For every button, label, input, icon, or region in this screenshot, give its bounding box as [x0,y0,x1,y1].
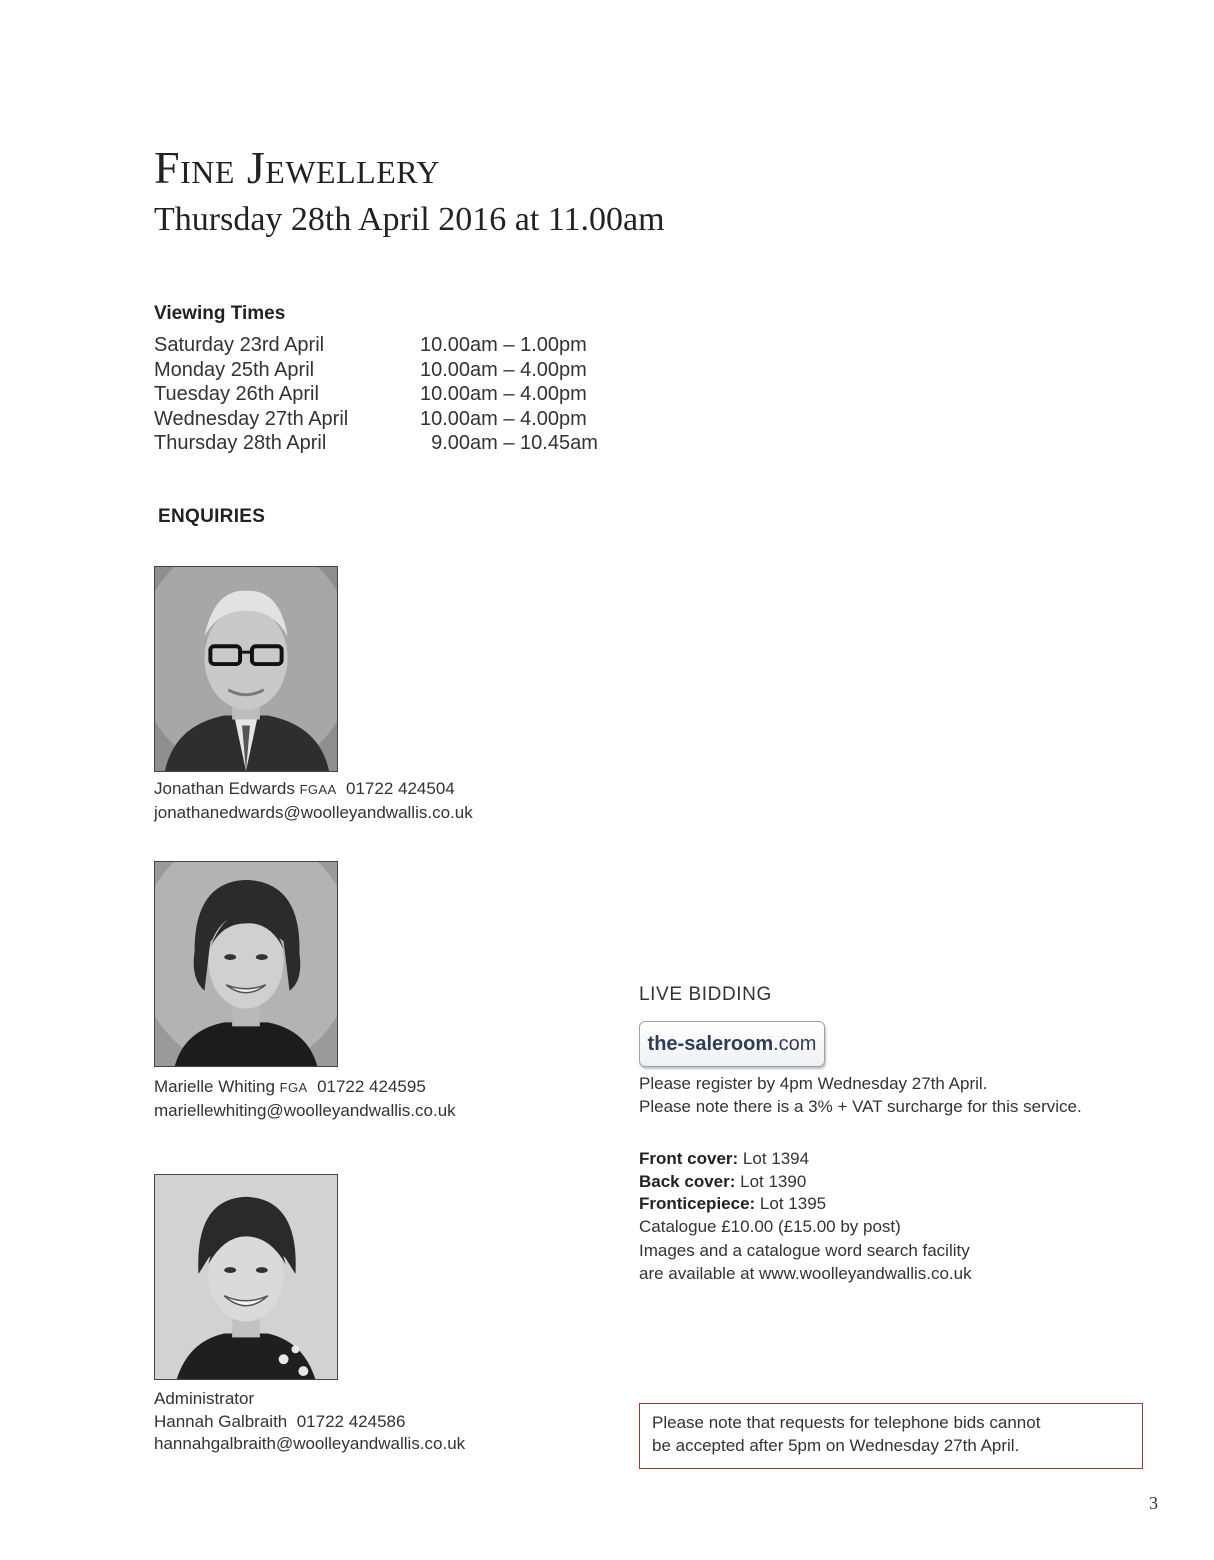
viewing-row [154,333,598,358]
sale-date: Thursday 28th April 2016 at 11.00am [154,201,665,238]
images-line-2[interactable]: are available at www.woolleyandwallis.co.uk [639,1263,972,1283]
frontispiece-label: Fronticepiece: [639,1194,756,1213]
viewing-day: Tuesday 26th April [154,383,319,406]
viewing-time: 10.00am – 4.00pm [420,407,587,430]
viewing-row [154,382,598,407]
viewing-time: 9.00am – 10.45am [420,432,598,455]
surcharge-note: Please note there is a 3% + VAT surcharge for this service. [639,1096,1082,1116]
contact-line [154,778,473,802]
viewing-row [154,358,598,383]
contact-phone: 01722 424586 [296,1411,406,1431]
catalogue-price: Catalogue £10.00 (£15.00 by post) [639,1216,901,1236]
viewing-times-heading: Viewing Times [154,303,286,324]
contact-phone: 01722 424504 [346,779,455,798]
viewing-day: Thursday 28th April [154,432,327,455]
portrait-photo-jonathan-edwards [154,566,338,772]
contact-phone: 01722 424595 [317,1077,426,1096]
contact-name: Hannah Galbraith [154,1411,288,1431]
contact-email[interactable]: jonathanedwards@woolleyandwallis.co.uk [154,802,473,822]
contact-email[interactable]: hannahgalbraith@woolleyandwallis.co.uk [154,1434,466,1453]
viewing-time: 10.00am – 1.00pm [420,334,587,356]
back-cover-label: Back cover: [639,1171,736,1191]
images-line-1: Images and a catalogue word search facility [639,1241,970,1260]
telephone-bids-notice [639,1403,1143,1469]
contact-qualification: FGA [279,1080,308,1095]
contact-jonathan-edwards [154,778,473,824]
contact-hannah-galbraith [154,1388,465,1456]
front-cover-line [639,1148,972,1171]
viewing-day: Saturday 23rd April [154,334,325,356]
notice-line-2: be accepted after 5pm on Wednesday 27th April. [652,1435,1020,1455]
back-cover-value: Lot 1390 [735,1171,807,1191]
logo-domain-text: .com [773,1032,817,1055]
contact-name: Marielle Whiting [154,1077,275,1096]
viewing-row [154,407,598,432]
live-bidding-heading: LIVE BIDDING [639,984,772,1005]
portrait-photo-marielle-whiting [154,861,338,1067]
catalogue-info [639,1148,972,1285]
logo-main-text: the-saleroom [647,1032,774,1055]
back-cover-line [639,1171,972,1194]
viewing-time: 10.00am – 4.00pm [420,383,587,406]
live-bidding-notes [639,1073,1082,1118]
portrait-photo-hannah-galbraith [154,1174,338,1380]
enquiries-heading: ENQUIRIES [158,506,266,527]
contact-email[interactable]: mariellewhiting@woolleyandwallis.co.uk [154,1100,456,1120]
viewing-day: Wednesday 27th April [154,407,349,430]
contact-name: Jonathan Edwards [154,779,295,798]
contact-line [154,1076,456,1100]
register-note: Please register by 4pm Wednesday 27th April. [639,1074,988,1093]
viewing-times-table [154,333,598,456]
notice-line-1: Please note that requests for telephone bids cannot [652,1413,1041,1432]
frontispiece-value: Lot 1395 [755,1194,827,1213]
front-cover-value: Lot 1394 [738,1149,810,1168]
contact-role: Administrator [154,1389,255,1408]
viewing-time: 10.00am – 4.00pm [420,358,587,381]
contact-marielle-whiting [154,1076,456,1122]
page-title: Fine Jewellery [154,142,440,193]
the-saleroom-logo[interactable] [639,1021,825,1067]
page-number: 3 [1149,1493,1158,1513]
frontispiece-line [639,1193,972,1216]
front-cover-label: Front cover: [639,1149,739,1168]
viewing-day: Monday 25th April [154,358,315,381]
contact-line [154,1411,465,1434]
viewing-row [154,431,598,456]
contact-qualification: FGAA [299,782,337,797]
